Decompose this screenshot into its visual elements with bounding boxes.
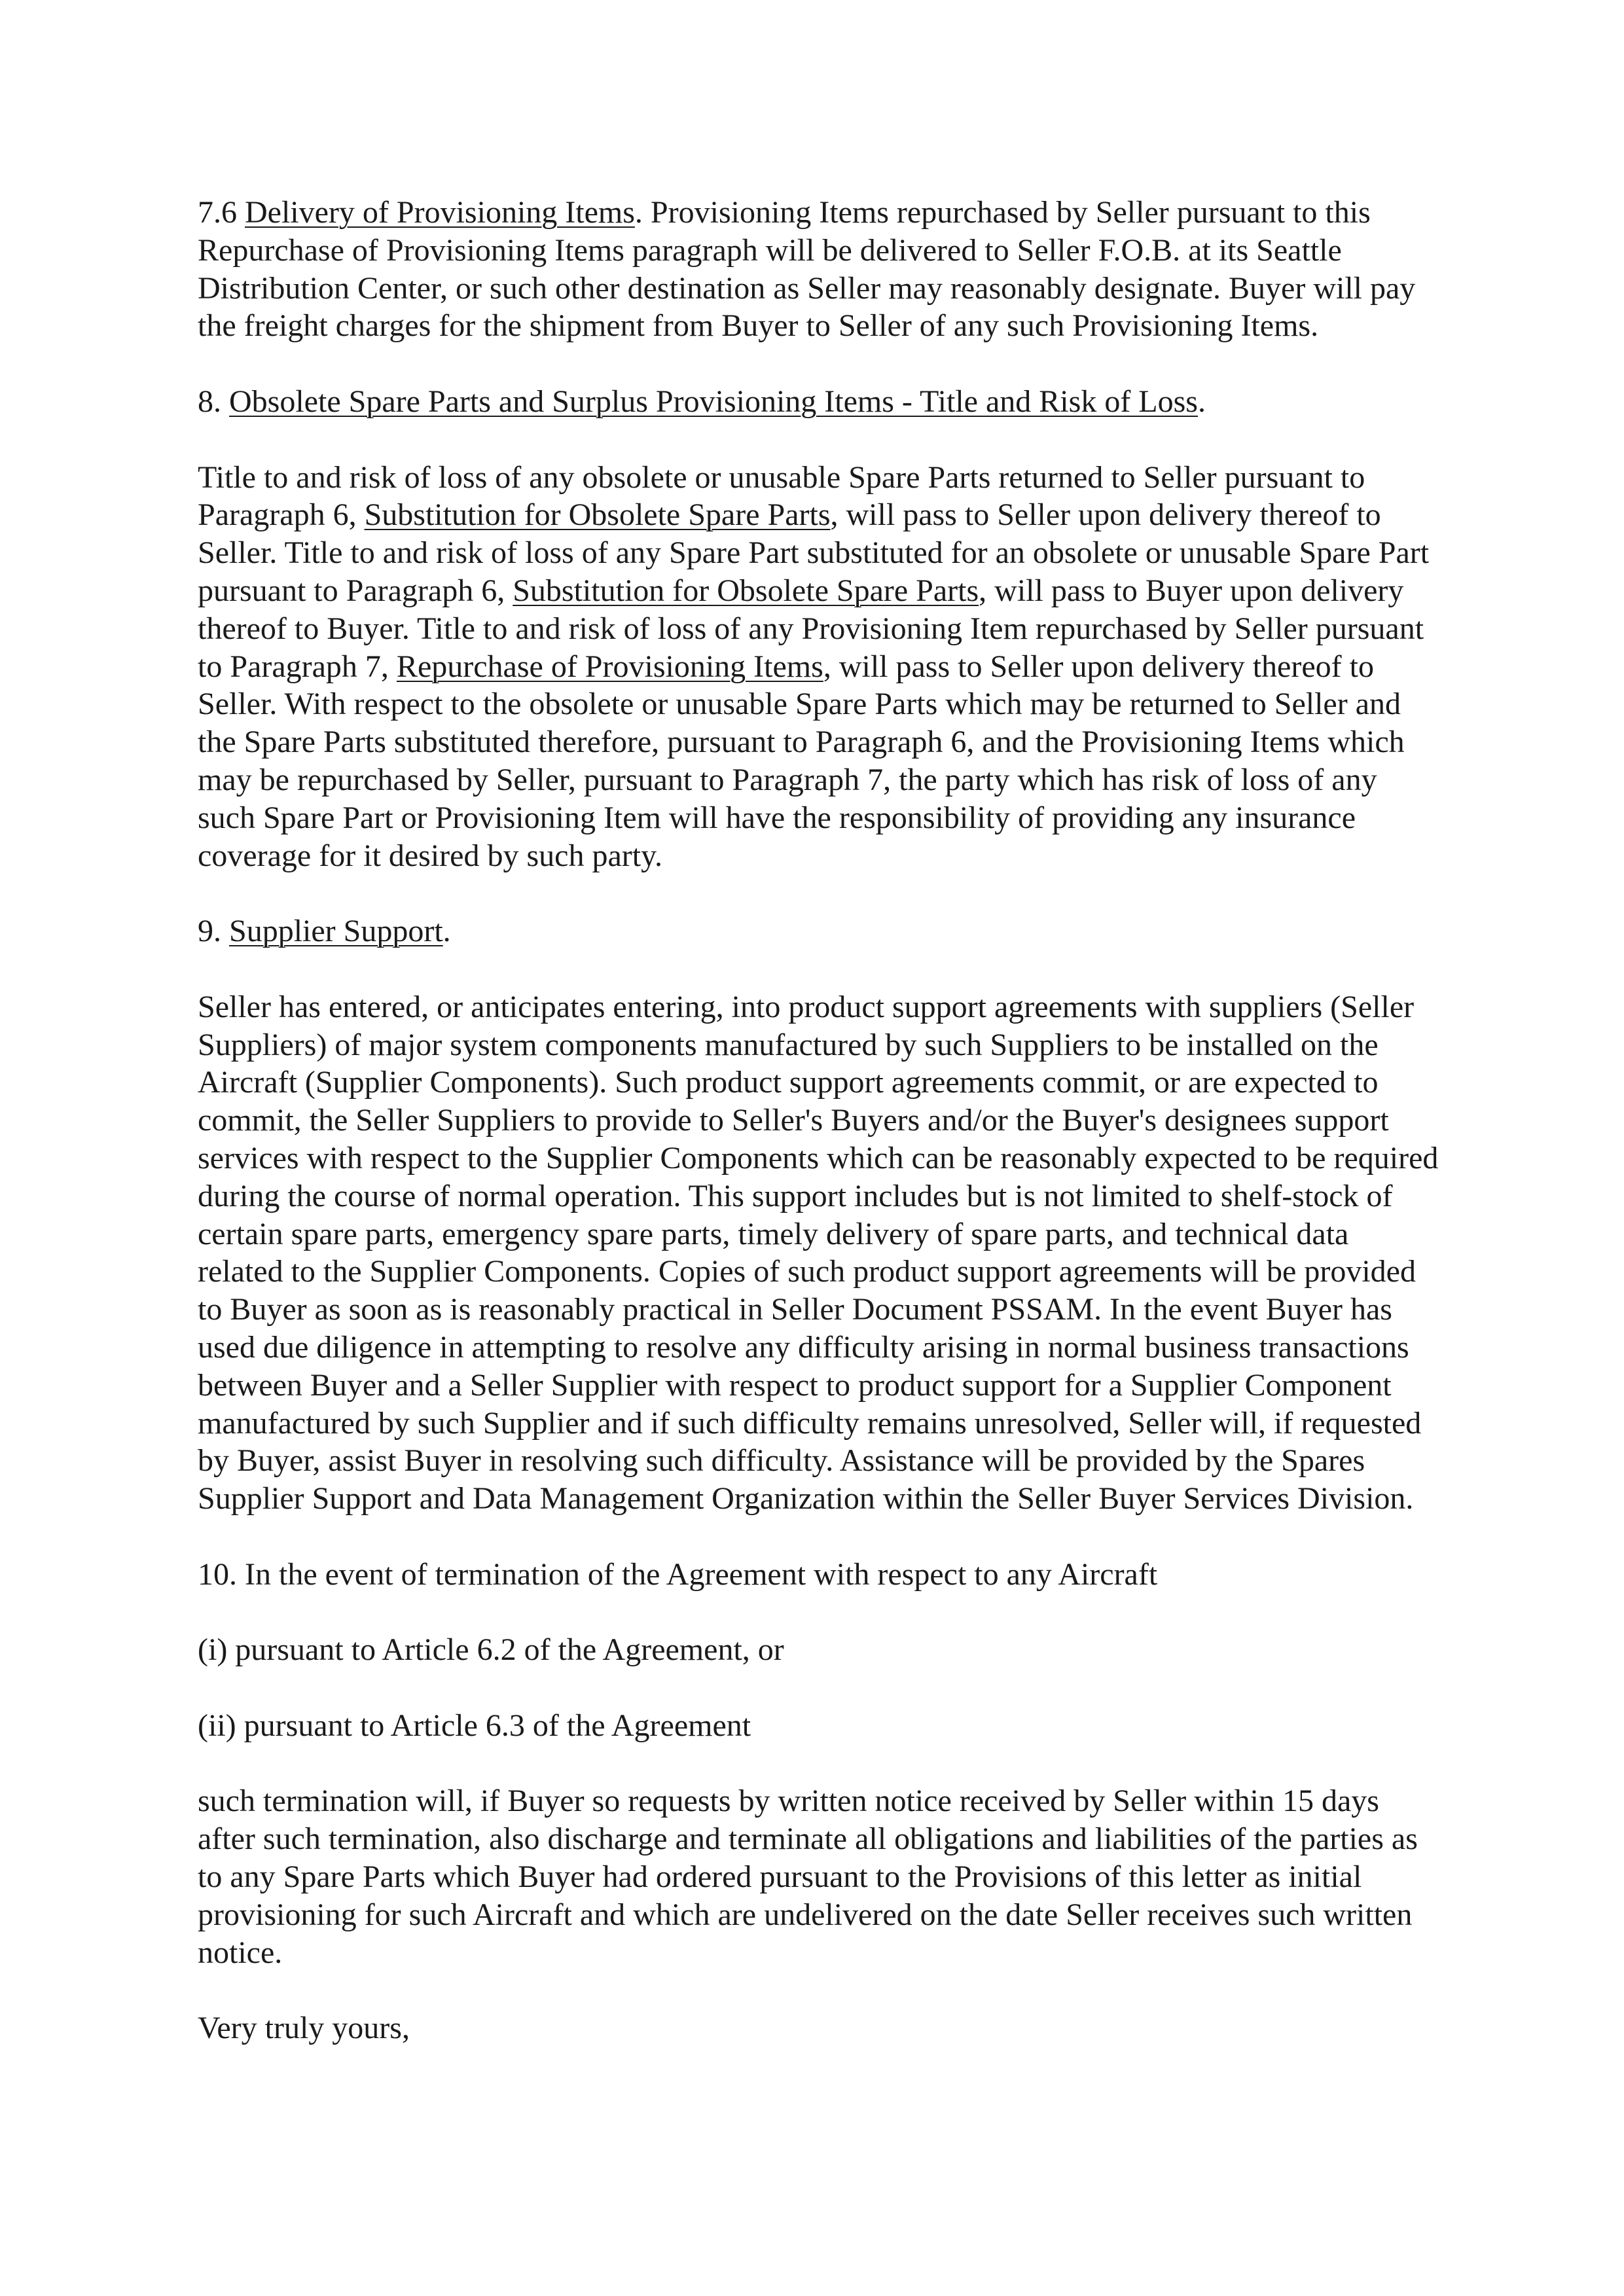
section-number: 9. [198, 914, 229, 949]
paragraph-text: , will pass to Buyer upon delivery thereof to Buyer. Title to and risk of loss of any Provisioning Item repurchased by Seller pursuant to Paragraph 7, [198, 573, 1424, 684]
section-8-heading [198, 383, 1441, 421]
paragraph-10-intro: 10. In the event of termination of the Agreement with respect to any Aircraft [198, 1556, 1158, 1592]
list-item-ii: (ii) pursuant to Article 6.3 of the Agreement [198, 1708, 751, 1743]
paragraph-text: Title to and risk of loss of any obsolete or unusable Spare Parts returned to Seller pursuant to Paragraph 6, [198, 459, 1365, 533]
closing-salutation: Very truly yours, [198, 2011, 410, 2046]
section-number: 7.6 [198, 195, 245, 230]
list-item-i: (i) pursuant to Article 6.2 of the Agreement, or [198, 1632, 784, 1668]
reference-repurchase-of-provisioning-items: Repurchase of Provisioning Items [396, 649, 823, 684]
paragraph-10-body: such termination will, if Buyer so requests by written notice received by Seller within 15 days after such termination, also discharge and terminate all obligations and liabilities of the parties as to any Spare Parts which Buyer had ordered pursuant to the Provisions of this letter as initial provisioning for such Aircraft and which are undelivered on the date Seller receives such written notice. [198, 1784, 1418, 1970]
section-heading-delivery-of-provisioning-items: Delivery of Provisioning Items [245, 195, 635, 230]
heading-period: . [1197, 384, 1206, 419]
reference-substitution-for-obsolete-spare-parts: Substitution for Obsolete Spare Parts [513, 573, 979, 608]
paragraph-text: , will pass to Seller upon delivery thereof to Seller. Title to and risk of loss of any Spare Part substituted for an obsolete or unusable Spare Part pursuant to Paragraph 6, [198, 497, 1430, 608]
reference-substitution-for-obsolete-spare-parts: Substitution for Obsolete Spare Parts [364, 497, 831, 533]
section-number: 8. [198, 384, 229, 419]
paragraph-8-body [198, 459, 1441, 875]
section-9-heading [198, 912, 1441, 950]
section-heading-title-and-risk-of-loss: Obsolete Spare Parts and Surplus Provisioning Items - Title and Risk of Loss [229, 384, 1198, 419]
section-heading-supplier-support: Supplier Support [229, 914, 443, 949]
paragraph-text: . Provisioning Items repurchased by Seller pursuant to this Repurchase of Provisioning Items paragraph will be delivered to Seller F.O.B. at its Seattle Distribution Center, or such other destination as Seller may reasonably designate. Buyer will pay the freight charges for the shipment from Buyer to Seller of any such Provisioning Items. [198, 195, 1416, 344]
document-page [198, 194, 1441, 2085]
paragraph-9-body: Seller has entered, or anticipates entering, into product support agreements with suppliers (Seller Suppliers) of major system components manufactured by such Suppliers to be installed on the Aircraft (Supplier Components). Such product support agreements commit, or are expected to commit, the Seller Suppliers to provide to Seller's Buyers and/or the Buyer's designees support services with respect to the Supplier Components which can be reasonably expected to be required during the course of normal operation. This support includes but is not limited to shelf-stock of certain spare parts, emergency spare parts, timely delivery of spare parts, and technical data related to the Supplier Components. Copies of such product support agreements will be provided to Buyer as soon as is reasonably practical in Seller Document PSSAM. In the event Buyer has used due diligence in attempting to resolve any difficulty arising in normal business transactions between Buyer and a Seller Supplier with respect to product support for a Supplier Component manufactured by such Supplier and if such difficulty remains unresolved, Seller will, if requested by Buyer, assist Buyer in resolving such difficulty. Assistance will be provided by the Spares Supplier Support and Data Management Organization within the Seller Buyer Services Division. [198, 989, 1439, 1516]
heading-period: . [442, 914, 451, 949]
paragraph-text: , will pass to Seller upon delivery thereof to Seller. With respect to the obsolete or unusable Spare Parts which may be returned to Seller and the Spare Parts substituted therefore, pursuant to Paragraph 6, and the Provisioning Items which may be repurchased by Seller, pursuant to Paragraph 7, the party which has risk of loss of any such Spare Part or Provisioning Item will have the responsibility of providing any insurance coverage for it desired by such party. [198, 649, 1405, 873]
paragraph-7-6 [198, 194, 1441, 345]
